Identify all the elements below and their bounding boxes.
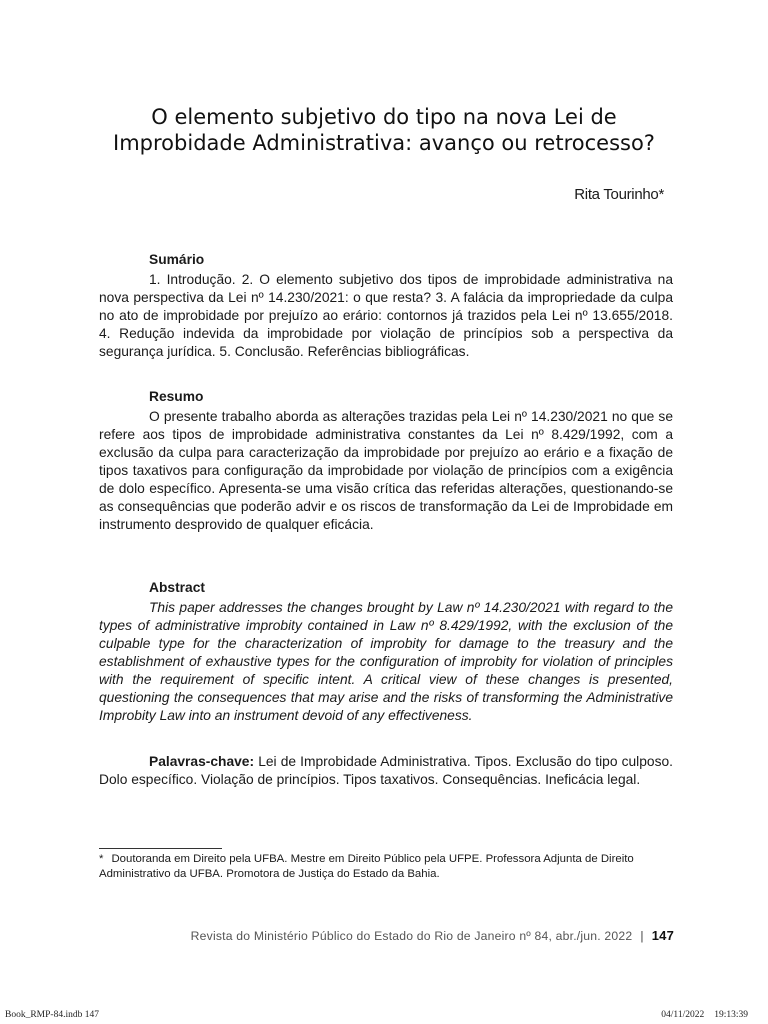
footnote-marker: * xyxy=(99,853,104,865)
print-file-info: Book_RMP-84.indb 147 xyxy=(5,1010,99,1020)
footnote-text: Doutoranda em Direito pela UFBA. Mestre em Direito Público pela UFPE. Professora Adjunta de Direito Administrativo da UFBA. Promotora de Justiça do Estado da Bahia. xyxy=(99,853,634,880)
keywords-text: Lei de Improbidade Administrativa. Tipos. Exclusão do tipo culposo. Dolo específico. Violação de princípios. Tipos taxativos. Consequências. Ineficácia legal. xyxy=(99,754,673,787)
abstract-heading: Abstract xyxy=(149,580,205,595)
footer-separator: | xyxy=(640,929,644,943)
print-timestamp xyxy=(661,1010,748,1020)
title-line-2: Improbidade Administrativa: avanço ou retrocesso? xyxy=(113,131,655,155)
print-time: 19:13:39 xyxy=(714,1010,748,1020)
footnote xyxy=(99,852,675,882)
running-footer xyxy=(191,928,674,943)
article-title xyxy=(80,104,688,156)
title-line-1: O elemento subjetivo do tipo na nova Lei de xyxy=(151,105,617,129)
abstract-section xyxy=(99,580,673,725)
summary-section xyxy=(99,252,673,361)
resumo-section xyxy=(99,389,673,534)
author-name: Rita Tourinho* xyxy=(574,186,664,203)
keywords-section xyxy=(99,753,673,789)
abstract-text: This paper addresses the changes brought by Law nº 14.230/2021 with regard to the types of administrative improbity contained in Law nº 8.429/1992, with the exclusion of the culpable type for the characterization of improbity for damage to the treasury and the establishment of exhaustive types for the configuration of improbity for violation of principles with the requirement of specific intent. A critical view of these changes is presented, questioning the consequences that may arise and the risks of transforming the Administrative Improbity Law into an instrument devoid of any effectiveness. xyxy=(99,600,673,723)
summary-heading: Sumário xyxy=(149,252,205,267)
page-number: 147 xyxy=(651,928,674,943)
print-date: 04/11/2022 xyxy=(661,1010,705,1020)
resumo-heading: Resumo xyxy=(149,389,204,404)
summary-text: 1. Introdução. 2. O elemento subjetivo dos tipos de improbidade administrativa na nova perspectiva da Lei nº 14.230/2021: o que resta? 3. A falácia da impropriedade da culpa no ato de improbidade por prejuízo ao erário: contornos já trazidos pela Lei nº 13.655/2018. 4. Redução indevida da improbidade por violação de princípios sob a perspectiva da segurança jurídica. 5. Conclusão. Referências bibliográficas. xyxy=(99,272,673,359)
resumo-text: O presente trabalho aborda as alterações trazidas pela Lei nº 14.230/2021 no que se refere aos tipos de improbidade administrativa constantes da Lei nº 8.429/1992, com a exclusão da culpa para caracterização da improbidade por prejuízo ao erário e a fixação de tipos taxativos para configuração da improbidade por violação de princípios com a exigência de dolo específico. Apresenta-se uma visão crítica das referidas alterações, questionando-se as consequências que poderão advir e os riscos de transformação da Lei de Improbidade em instrumento desprovido de qualquer eficácia. xyxy=(99,409,673,532)
journal-citation: Revista do Ministério Público do Estado do Rio de Janeiro nº 84, abr./jun. 2022 xyxy=(190,929,633,943)
keywords-label: Palavras-chave: xyxy=(149,754,255,769)
footnote-divider xyxy=(99,848,222,849)
keywords-paragraph xyxy=(99,753,673,789)
